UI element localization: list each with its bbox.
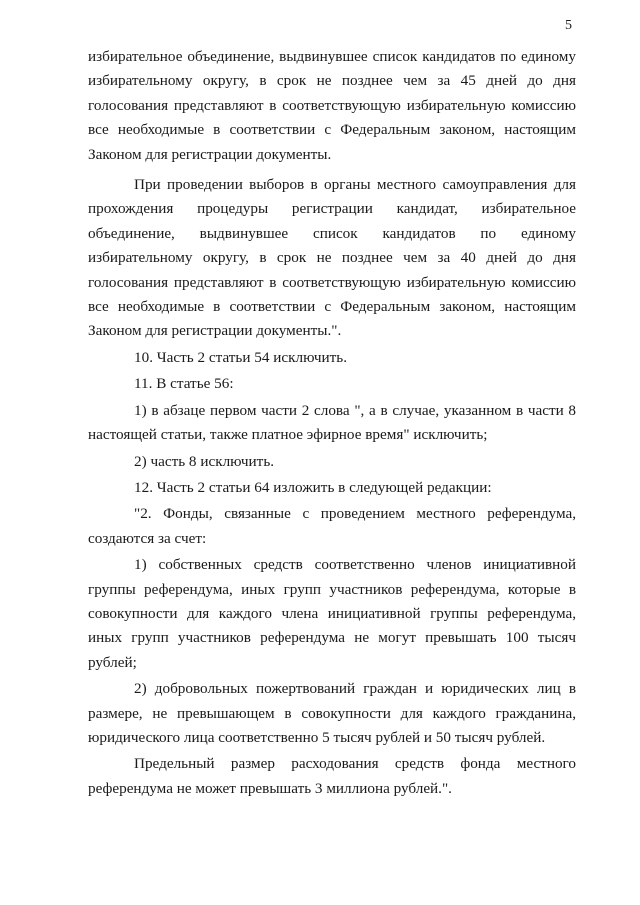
page-number: 5 [565,18,572,33]
paragraph-local-elections: При проведении выборов в органы местного самоуправления для прохождения процедуры регистрации кандидат, избирательное объединение, выдвинувшее список кандидатов по единому избирательному округу, в срок не позднее чем за 40 дней до дня голосования представляют в соответствующую избирательную комиссию все необходимые в соответствии с Федеральным законом, настоящим Законом для регистрации документы.". [88,176,576,340]
paragraph-item-10: 10. Часть 2 статьи 54 исключить. [134,348,347,366]
paragraph-item-11-1: 1) в абзаце первом части 2 слова ", а в случае, указанном в части 8 настоящей статьи, также платное эфирное время" исключить; [88,401,576,444]
paragraph-funds-1: 1) собственных средств соответственно членов инициативной группы референдума, иных групп участников референдума, которые в совокупности для каждого члена инициативной группы референдума, иных групп участников референдума не могут превышать 100 тысяч рублей; [88,556,576,671]
paragraph-item-12: 12. Часть 2 статьи 64 изложить в следующей редакции: [134,478,492,496]
paragraph-spending-limit: Предельный размер расходования средств фонда местного референдума не может превышать 3 миллиона рублей.". [88,755,576,797]
paragraph-funds-2: 2) добровольных пожертвований граждан и юридических лиц в размере, не превышающем в совокупности для каждого гражданина, юридического лица соответственно 5 тысяч рублей и 50 тысяч рублей. [88,680,576,746]
paragraph-continuation: избирательное объединение, выдвинувшее список кандидатов по единому избирательному округу, в срок не позднее чем за 45 дней до дня голосования представляют в соответствующую избирательную комиссию все необходимые в соответствии с Федеральным законом, настоящим Законом для регистрации документы. [88,48,576,163]
paragraph-item-11-2: 2) часть 8 исключить. [134,452,275,470]
paragraph-funds-intro: "2. Фонды, связанные с проведением местного референдума, создаются за счет: [88,505,576,547]
paragraph-item-11: 11. В статье 56: [134,375,234,393]
document-body [88,45,576,801]
